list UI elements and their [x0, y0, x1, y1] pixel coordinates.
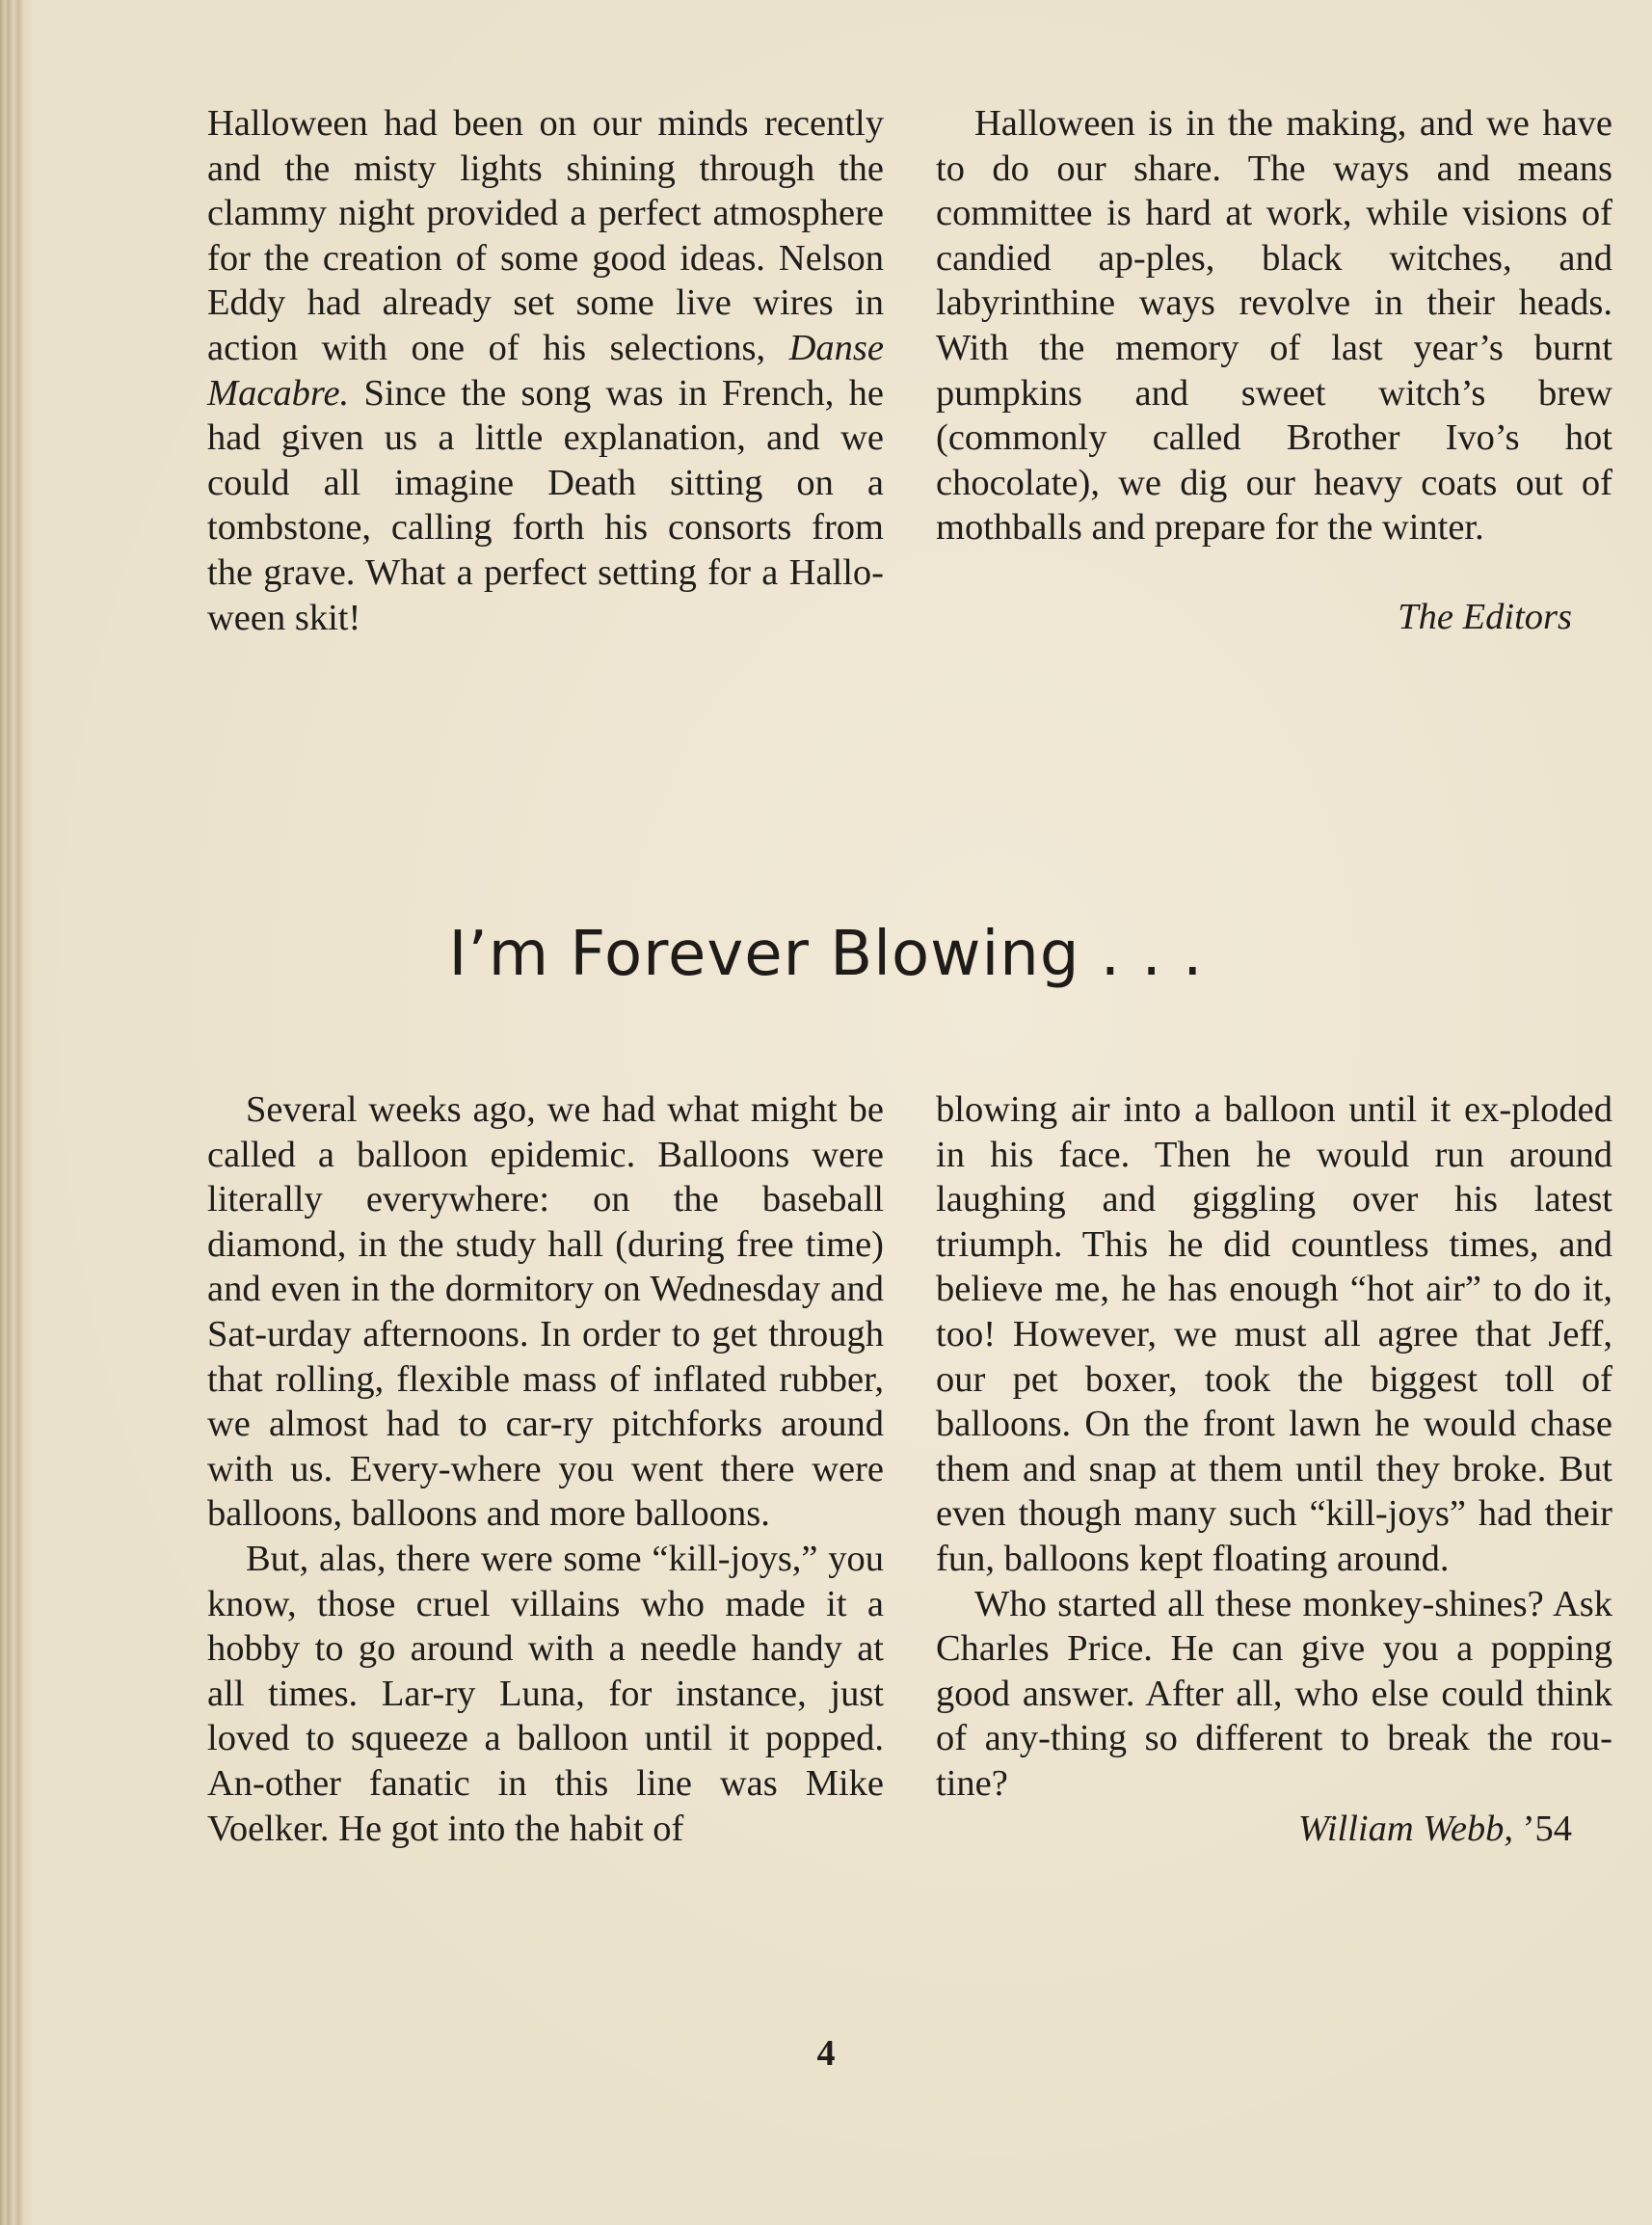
page-number: 4	[816, 2033, 836, 2074]
editorial-right-paragraph: Halloween is in the making, and we have to do our share. The ways and means committee is hard at work, while visions of candied ap-ples, black witches, and labyrinthine ways revolve in their heads. With the memory of last year’s burnt pumpkins and sweet witch’s brew (commonly called Brother Ivo’s hot chocolate), we dig our heavy coats out of mothballs and prepare for the winter.	[936, 103, 1612, 549]
editorial-right-column	[936, 101, 1612, 640]
article-left-column	[207, 1087, 884, 1851]
editorial-left-paragraph	[207, 101, 884, 640]
editorial-text-before-title: Halloween had been on our minds recently and the misty lights shining through the clammy night provided a perfect atmosphere for the creation of some good ideas. Nelson Eddy had already set some live wires in action with one of his selections,	[207, 103, 884, 368]
author-name: William Webb,	[1297, 1808, 1514, 1849]
article-right-column	[936, 1087, 1612, 1851]
article-paragraph: But, alas, there were some “kill-joys,” you know, those cruel villains who made it a hobby to go around with a needle handy at all times. Lar-ry Luna, for instance, just loved to squeeze a balloon until it popped. An-other fanatic in this line was Mike Voelker. He got into the habit of	[207, 1538, 884, 1849]
article-title: I’m Forever Blowing . . .	[448, 919, 1204, 990]
article-signature	[936, 1807, 1612, 1852]
song-title: Danse Macabre.	[207, 327, 884, 414]
article-paragraph: blowing air into a balloon until it ex-ploded in his face. Then he would run around laughing and giggling over his latest triumph. This he did countless times, and believe me, he has enough “hot air” to do it, too! However, we must all agree that Jeff, our pet boxer, took the biggest toll of balloons. On the front lawn he would chase them and snap at them until they broke. But even though many such “kill-joys” had their fun, balloons kept floating around.	[936, 1089, 1612, 1579]
editorial-text-after-title: Since the song was in French, he had given us a little explanation, and we could all imagine Death sitting on a tombstone, calling forth his consorts from the grave. What a perfect setting for a Hallo-ween skit!	[207, 372, 884, 638]
editorial-left-column	[207, 101, 884, 640]
binding-edge	[0, 0, 33, 2225]
article-paragraph: Who started all these monkey-shines? Ask Charles Price. He can give you a popping good answer. After all, who else could think of any-thing so different to break the rou-tine?	[936, 1583, 1612, 1804]
author-class-year: ’54	[1513, 1808, 1572, 1849]
article-paragraph: Several weeks ago, we had what might be called a balloon epidemic. Balloons were literally everywhere: on the baseball diamond, in the study hall (during free time) and even in the dormitory on Wednesday and Sat-urday afternoons. In order to get through that rolling, flexible mass of inflated rubber, we almost had to car-ry pitchforks around with us. Every-where you went there were balloons, balloons and more balloons.	[207, 1089, 884, 1535]
editorial-signature: The Editors	[1398, 596, 1572, 637]
